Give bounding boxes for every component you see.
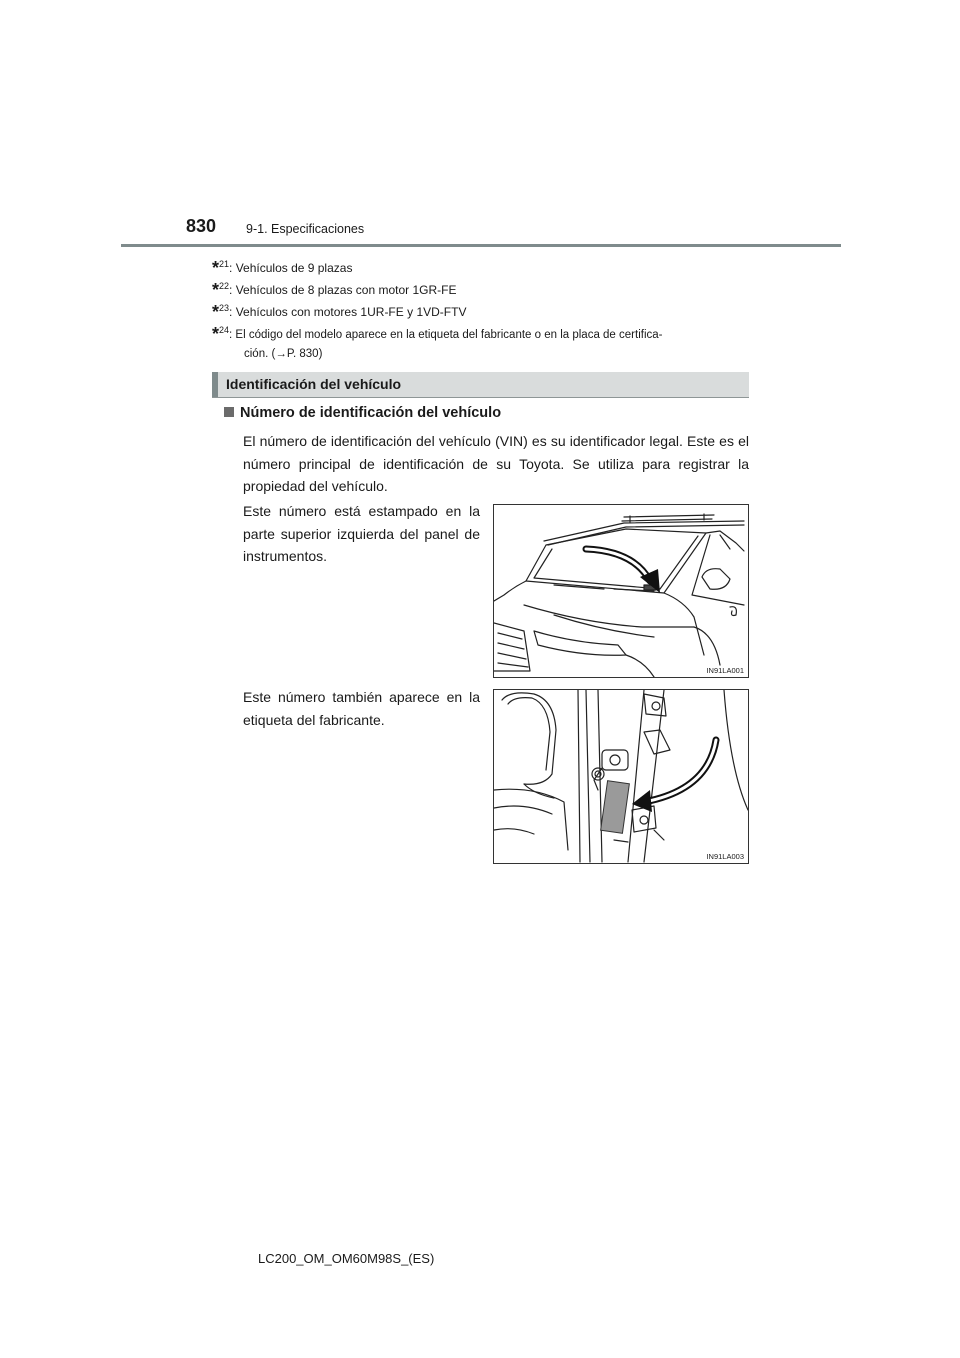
bullet-square-icon <box>224 407 234 417</box>
figure-code: IN91LA003 <box>706 852 744 861</box>
section-title: 9-1. Especificaciones <box>246 222 365 236</box>
heading-accent-bar <box>212 372 218 397</box>
footnote-21 <box>212 255 352 278</box>
footnote-number: 21 <box>219 259 230 269</box>
footnote-text-continued: ción. (→P. 830) <box>244 348 323 360</box>
footnote-24 <box>212 321 662 364</box>
footnote-23 <box>212 299 466 322</box>
footnote-number: 22 <box>219 281 230 291</box>
footnote-text: : Vehículos de 8 plazas con motor 1GR-FE <box>229 283 457 297</box>
footnote-text: : Vehículos con motores 1UR-FE y 1VD-FTV <box>229 305 467 319</box>
vin-windshield-figure <box>493 504 749 678</box>
figure-1-caption: Este número está estampado en la parte superior izquierda del panel de instrumentos. <box>243 503 480 564</box>
footnote-mark: * <box>212 280 220 300</box>
door-pillar-illustration <box>494 690 748 863</box>
manufacturer-label-figure <box>493 689 749 864</box>
car-front-illustration <box>494 505 748 677</box>
manufacturer-label-mark <box>601 781 630 834</box>
footnote-mark: * <box>212 324 220 344</box>
footnote-mark: * <box>212 302 220 322</box>
label-location-arrow <box>632 740 716 812</box>
page-number: 830 <box>186 216 217 236</box>
section-heading-box <box>212 372 749 398</box>
footnote-22 <box>212 277 456 300</box>
footnote-number: 24 <box>219 325 230 335</box>
section-heading: Identificación del vehículo <box>226 376 402 392</box>
footnote-text: : El código del modelo aparece en la etiqueta del fabricante o en la placa de certifica- <box>229 329 663 341</box>
footnote-mark: * <box>212 258 220 278</box>
footnote-text: : Vehículos de 9 plazas <box>229 261 353 275</box>
figure-2-caption: Este número también aparece en la etiqueta del fabricante. <box>243 689 480 728</box>
footnote-number: 23 <box>219 303 230 313</box>
footer-document-code: LC200_OM_OM60M98S_(ES) <box>258 1251 435 1266</box>
intro-paragraph: El número de identificación del vehículo (VIN) es su identificador legal. Este es el número principal de identificación de su Toyota. Se utiliza para registrar la propiedad del vehículo. <box>243 433 749 494</box>
figure-code: IN91LA001 <box>706 666 744 675</box>
subheading <box>224 405 501 421</box>
subheading-text: Número de identificación del vehículo <box>240 405 502 421</box>
header-divider <box>121 244 841 247</box>
